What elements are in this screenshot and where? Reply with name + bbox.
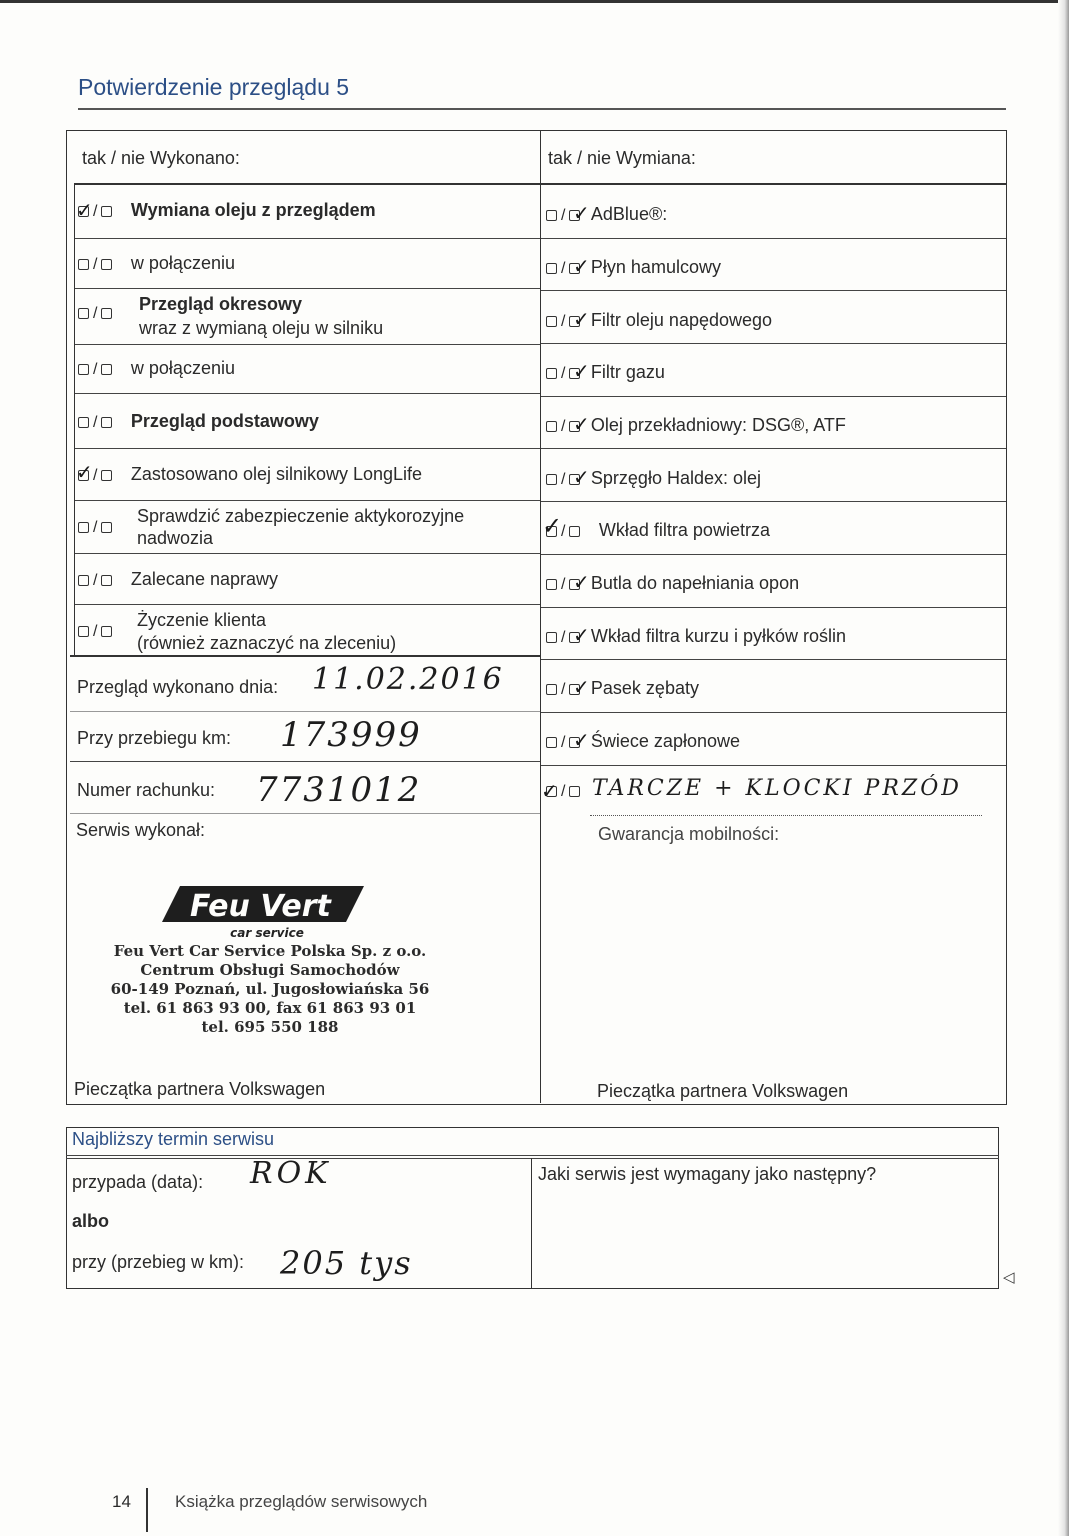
row-label: Butla do napełniania opon	[590, 573, 800, 593]
partner-stamp	[60, 942, 480, 1037]
checkbox-no[interactable]	[569, 526, 580, 537]
column-divider	[531, 1158, 532, 1288]
header-rule	[74, 183, 1006, 185]
right-column-header: tak / nie Wymiana:	[548, 148, 696, 168]
next-service-header: Najbliższy termin serwisu	[72, 1129, 275, 1149]
checkbox-yes[interactable]	[546, 421, 557, 432]
checkbox-no[interactable]	[569, 786, 580, 797]
scan-right-edge	[1058, 0, 1069, 1536]
row-divider	[74, 288, 540, 289]
checkbox-no[interactable]	[101, 470, 112, 481]
hand-check-mark: ✓	[573, 359, 590, 383]
row-label-sub: (również zaznaczyć na zleceniu)	[137, 633, 397, 653]
mobility-label: Gwarancja mobilności:	[598, 824, 780, 844]
column-divider	[540, 131, 541, 1103]
title-rule	[78, 108, 1006, 110]
page-number: 14	[112, 1492, 131, 1511]
row-air-filter: / Wkład filtra powietrza	[546, 519, 770, 541]
row-diesel-filter: / Filtr oleju napędowego	[546, 309, 772, 331]
row-custom-brakes: /	[546, 783, 580, 801]
row-recommended-repairs: / Zalecane naprawy	[78, 568, 278, 590]
row-haldex: / Sprzęgło Haldex: olej	[546, 467, 761, 489]
checkbox-no[interactable]	[101, 259, 112, 270]
hand-check-mark: ✓	[573, 623, 590, 647]
row-label: Pasek zębaty	[590, 678, 699, 698]
stamp-label-left: Pieczątka partnera Volkswagen	[74, 1079, 326, 1099]
row-label: Filtr oleju napędowego	[590, 310, 773, 330]
row-pollen-filter: / Wkład filtra kurzu i pyłków roślin	[546, 625, 846, 647]
row-label: Zalecane naprawy	[130, 569, 278, 589]
hand-check-mark: ✓	[76, 460, 93, 484]
row-divider	[541, 238, 1006, 239]
checkbox-no[interactable]	[101, 626, 112, 637]
hand-check-mark: ✓	[573, 307, 590, 331]
left-column-header: tak / nie Wykonano:	[82, 148, 240, 168]
header-rule	[66, 1155, 999, 1156]
checkbox-yes[interactable]	[78, 417, 89, 428]
checkbox-yes[interactable]	[78, 364, 89, 375]
logo-text: Feu Vert	[190, 889, 331, 924]
row-label: Filtr gazu	[590, 362, 665, 382]
row-label: Płyn hamulcowy	[590, 257, 721, 277]
custom-row-dotted-line	[590, 815, 982, 816]
row-divider	[541, 396, 1006, 397]
hand-check-mark: ✓	[573, 412, 590, 436]
row-label: Sprawdzić zabezpieczenie aktykorozyjne	[137, 506, 465, 526]
row-label: AdBlue®:	[590, 204, 668, 224]
footer-divider	[146, 1488, 148, 1532]
row-label-sub: wraz z wymianą oleju w silniku	[139, 318, 384, 338]
row-divider	[74, 553, 540, 554]
row-label: Wkład filtra powietrza	[598, 520, 770, 540]
row-divider	[541, 712, 1006, 713]
date-handwritten: 11.02.2016	[312, 662, 504, 697]
row-spark-plugs: / Świece zapłonowe	[546, 730, 740, 752]
checkbox-yes[interactable]	[78, 522, 89, 533]
checkbox-yes[interactable]	[78, 626, 89, 637]
hand-check-mark: ✓	[573, 675, 590, 699]
row-divider	[541, 659, 1006, 660]
hand-check-mark: ✓	[573, 201, 590, 225]
checkbox-yes[interactable]	[78, 575, 89, 586]
row-label-sub: nadwozia	[137, 528, 214, 548]
hand-check-mark: ✓	[573, 465, 590, 489]
row-divider	[541, 554, 1006, 555]
hand-check-mark: ✓	[573, 254, 590, 278]
row-longlife-oil: / Zastosowano olej silnikowy LongLife	[78, 463, 422, 485]
feu-vert-logo	[150, 882, 372, 930]
row-brake-fluid: / Płyn hamulcowy	[546, 256, 721, 278]
field-divider	[70, 711, 540, 712]
checkbox-yes[interactable]	[546, 474, 557, 485]
row-divider	[541, 765, 1006, 766]
row-tyre-bottle: / Butla do napełniania opon	[546, 572, 799, 594]
row-in-connection-1: / w połączeniu	[78, 252, 235, 274]
scan-top-edge	[0, 0, 1069, 3]
row-label: Sprzęgło Haldex: olej	[590, 468, 762, 488]
row-periodic-inspection: /	[78, 305, 112, 323]
row-timing-belt: / Pasek zębaty	[546, 677, 699, 699]
stamp-line: tel. 695 550 188	[201, 1018, 339, 1036]
row-label: Wkład filtra kurzu i pyłków roślin	[590, 626, 846, 646]
row-divider	[74, 344, 540, 345]
row-divider	[541, 607, 1006, 608]
checkbox-no[interactable]	[101, 206, 112, 217]
row-in-connection-2: / w połączeniu	[78, 357, 235, 379]
next-date-label: przypada (data):	[72, 1172, 204, 1192]
row-divider	[541, 343, 1006, 344]
checkbox-yes[interactable]	[546, 737, 557, 748]
serviced-by-label: Serwis wykonał:	[76, 820, 206, 840]
row-label: Zastosowano olej silnikowy LongLife	[130, 464, 423, 484]
row-divider	[70, 655, 540, 657]
next-km-handwritten: 205 tys	[280, 1244, 413, 1282]
page-title: Potwierdzenie przeglądu 5	[78, 74, 350, 100]
invoice-label: Numer rachunku:	[77, 780, 216, 800]
checkbox-yes[interactable]	[546, 263, 557, 274]
row-divider	[74, 393, 540, 394]
hand-check-mark: ✓	[541, 779, 558, 803]
invoice-handwritten: 7731012	[256, 770, 422, 810]
field-divider	[70, 761, 540, 762]
footer-book-title: Książka przeglądów serwisowych	[175, 1492, 428, 1511]
row-divider	[74, 238, 540, 239]
checkbox-no[interactable]	[101, 364, 112, 375]
hand-check-mark: ✓	[573, 728, 590, 752]
row-divider	[74, 448, 540, 449]
row-oil-change: / Wymiana oleju z przeglądem	[78, 199, 376, 221]
checkbox-yes[interactable]	[546, 316, 557, 327]
checkbox-yes[interactable]	[546, 210, 557, 221]
checkbox-no[interactable]	[101, 575, 112, 586]
stamp-line: 60-149 Poznań, ul. Jugosłowiańska 56	[110, 980, 430, 998]
stamp-line: tel. 61 863 93 00, fax 61 863 93 01	[123, 999, 417, 1017]
row-corrosion-check: /	[78, 519, 112, 537]
row-label: Życzenie klienta	[137, 610, 267, 630]
header-rule	[66, 1158, 999, 1159]
side-marker-icon: ◁	[1003, 1268, 1015, 1286]
row-basic-inspection: / Przegląd podstawowy	[78, 410, 319, 432]
row-divider	[74, 500, 540, 501]
row-label: Świece zapłonowe	[590, 731, 740, 751]
km-handwritten: 173999	[280, 715, 422, 755]
row-label: Olej przekładniowy: DSG®, ATF	[590, 415, 846, 435]
checkbox-no[interactable]	[101, 417, 112, 428]
row-divider	[541, 290, 1006, 291]
row-divider	[74, 604, 540, 605]
next-km-label: przy (przebieg w km):	[72, 1252, 245, 1272]
stamp-line: Centrum Obsługi Samochodów	[140, 961, 400, 979]
next-service-question: Jaki serwis jest wymagany jako następny?	[538, 1164, 877, 1184]
row-gear-oil: / Olej przekładniowy: DSG®, ATF	[546, 414, 846, 436]
logo-subtitle: car service	[230, 926, 304, 940]
or-label: albo	[72, 1211, 110, 1231]
row-label: w połączeniu	[130, 358, 235, 378]
km-label: Przy przebiegu km:	[77, 728, 232, 748]
stamp-line: Feu Vert Car Service Polska Sp. z o.o.	[113, 942, 427, 960]
stamp-label-right: Pieczątka partnera Volkswagen	[597, 1081, 849, 1101]
row-label: Przegląd okresowy	[139, 294, 303, 314]
checkbox-no[interactable]	[101, 522, 112, 533]
checkbox-yes[interactable]	[78, 308, 89, 319]
checkbox-yes[interactable]	[78, 259, 89, 270]
checkbox-yes[interactable]	[546, 632, 557, 643]
checkbox-yes[interactable]	[546, 368, 557, 379]
next-date-handwritten: ROK	[250, 1156, 332, 1191]
row-divider	[541, 448, 1006, 449]
hand-check-mark: ✓	[542, 512, 563, 540]
checkbox-no[interactable]	[101, 308, 112, 319]
row-adblue: / AdBlue®:	[546, 203, 667, 225]
checkbox-yes[interactable]	[546, 579, 557, 590]
field-divider	[70, 813, 540, 814]
row-label: Wymiana oleju z przeglądem	[130, 200, 376, 220]
custom-row-handwritten: TARCZE + KLOCKI PRZÓD	[592, 776, 962, 801]
row-label: w połączeniu	[130, 253, 235, 273]
row-label: Przegląd podstawowy	[130, 411, 319, 431]
row-gas-filter: / Filtr gazu	[546, 361, 665, 383]
hand-check-mark: ✓	[573, 570, 590, 594]
hand-check-mark: ✓	[76, 198, 93, 222]
row-customer-request: /	[78, 623, 112, 641]
date-label: Przegląd wykonano dnia:	[77, 677, 279, 697]
checkbox-yes[interactable]	[546, 684, 557, 695]
row-divider	[541, 501, 1006, 502]
left-inner-border	[74, 183, 75, 655]
